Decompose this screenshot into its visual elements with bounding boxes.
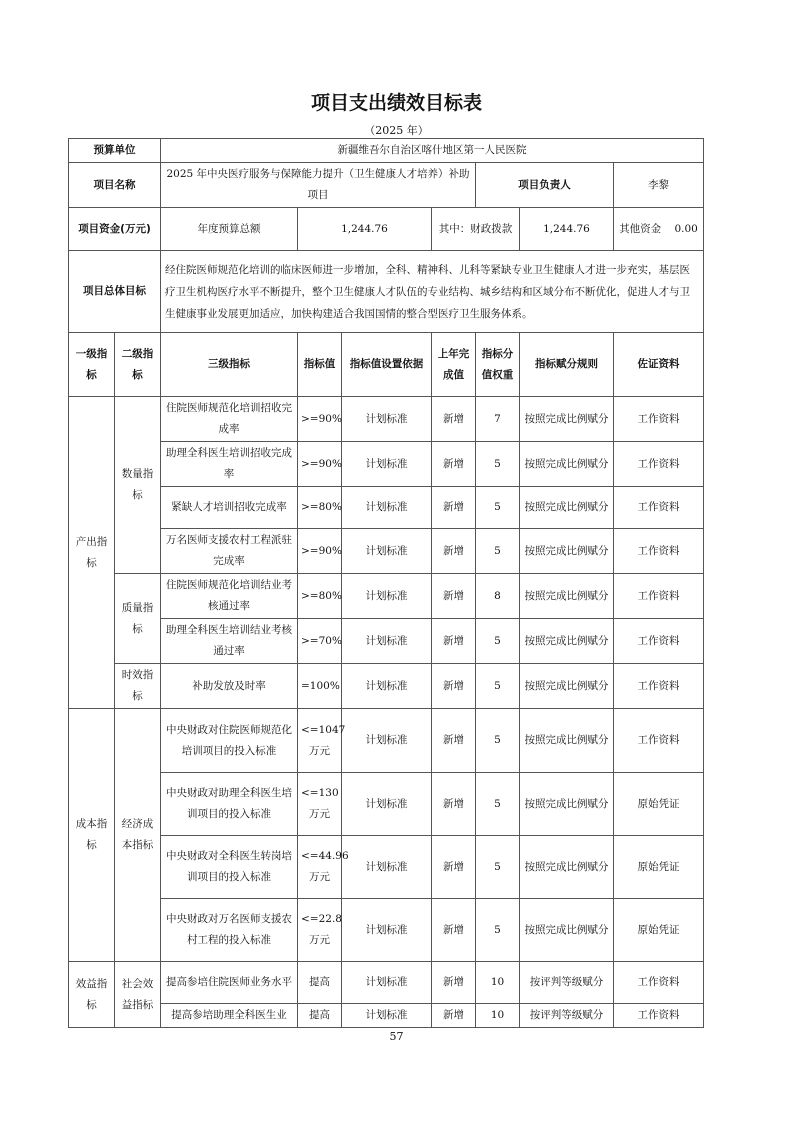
group-economic-cost: 经济成本指标 <box>115 709 161 962</box>
other-funds-cell <box>614 208 704 251</box>
group-cost: 成本指标 <box>69 709 115 962</box>
project-funds-label: 项目资金(万元) <box>69 208 161 251</box>
col-last-year: 上年完成值 <box>432 333 476 397</box>
other-funds-value: 0.00 <box>674 222 698 235</box>
col-evidence: 佐证资料 <box>614 333 704 397</box>
table-row: 成本指标 经济成本指标 中央财政对住院医师规范化培训项目的投入标准 <=1047万元 计划标准 新增 5 按照完成比例赋分 工作资料 <box>69 709 704 773</box>
table-row: 助理全科医生培训结业考核通过率 >=70% 计划标准 新增 5 按照完成比例赋分 工作资料 <box>69 619 704 664</box>
fiscal-funds-value: 1,244.76 <box>520 208 614 251</box>
table-row: 中央财政对万名医师支援农村工程的投入标准 <=22.8万元 计划标准 新增 5 按照完成比例赋分 原始凭证 <box>69 899 704 962</box>
project-name-value: 2025 年中央医疗服务与保障能力提升（卫生健康人才培养）补助项目 <box>161 163 476 208</box>
budget-unit-label: 预算单位 <box>69 139 161 163</box>
project-name-label: 项目名称 <box>69 163 161 208</box>
annual-budget-value: 1,244.76 <box>298 208 432 251</box>
table-row: 产出指标 数量指标 住院医师规范化培训招收完成率 >=90% 计划标准 新增 7 按照完成比例赋分 工作资料 <box>69 397 704 442</box>
col-basis: 指标值设置依据 <box>342 333 432 397</box>
group-timeliness: 时效指标 <box>115 664 161 709</box>
col-rule: 指标赋分规则 <box>520 333 614 397</box>
table-row: 质量指标 住院医师规范化培训结业考核通过率 >=80% 计划标准 新增 8 按照完成比例赋分 工作资料 <box>69 574 704 619</box>
col-level3: 三级指标 <box>161 333 298 397</box>
table-row: 中央财政对全科医生转岗培训项目的投入标准 <=44.96万元 计划标准 新增 5 按照完成比例赋分 原始凭证 <box>69 836 704 899</box>
col-level1: 一级指标 <box>69 333 115 397</box>
col-weight: 指标分值权重 <box>476 333 520 397</box>
page-number: 57 <box>389 1030 404 1043</box>
project-leader-value: 李黎 <box>614 163 704 208</box>
group-quality: 质量指标 <box>115 574 161 664</box>
table-row: 效益指标 社会效益指标 提高参培住院医师业务水平 提高 计划标准 新增 10 按评判等级赋分 工作资料 <box>69 962 704 1004</box>
performance-table <box>68 138 704 1028</box>
project-leader-label: 项目负责人 <box>476 163 614 208</box>
group-quantity: 数量指标 <box>115 397 161 574</box>
col-level2: 二级指标 <box>115 333 161 397</box>
other-funds-label: 其他资金 <box>619 222 662 235</box>
table-row: 时效指标 补助发放及时率 =100% 计划标准 新增 5 按照完成比例赋分 工作资料 <box>69 664 704 709</box>
group-benefit: 效益指标 <box>69 962 115 1028</box>
group-output: 产出指标 <box>69 397 115 709</box>
overall-goal-label: 项目总体目标 <box>69 251 161 333</box>
budget-unit-value: 新疆维吾尔自治区喀什地区第一人民医院 <box>161 139 704 163</box>
page-title: 项目支出绩效目标表 <box>310 92 482 114</box>
table-row: 中央财政对助理全科医生培训项目的投入标准 <=130万元 计划标准 新增 5 按照完成比例赋分 原始凭证 <box>69 773 704 836</box>
table-row: 紧缺人才培训招收完成率 >=80% 计划标准 新增 5 按照完成比例赋分 工作资料 <box>69 487 704 529</box>
fiscal-funds-label: 其中：财政拨款 <box>432 208 520 251</box>
table-row: 万名医师支援农村工程派驻完成率 >=90% 计划标准 新增 5 按照完成比例赋分 工作资料 <box>69 529 704 574</box>
annual-budget-label: 年度预算总额 <box>161 208 298 251</box>
table-row: 助理全科医生培训招收完成率 >=90% 计划标准 新增 5 按照完成比例赋分 工作资料 <box>69 442 704 487</box>
col-value: 指标值 <box>298 333 342 397</box>
year-subtitle: （2025 年） <box>364 124 429 137</box>
group-social-benefit: 社会效益指标 <box>115 962 161 1028</box>
table-row: 提高参培助理全科医生业 提高 计划标准 新增 10 按评判等级赋分 工作资料 <box>69 1004 704 1028</box>
overall-goal-text: 经住院医师规范化培训的临床医师进一步增加，全科、精神科、儿科等紧缺专业卫生健康人才进一步充实，基层医疗卫生机构医疗水平不断提升，整个卫生健康人才队伍的专业结构、城乡结构和区域分布不断优化，促进人才与卫生健康事业发展更加适应，加快构建适合我国国情的整合型医疗卫生服务体系。 <box>161 251 704 333</box>
